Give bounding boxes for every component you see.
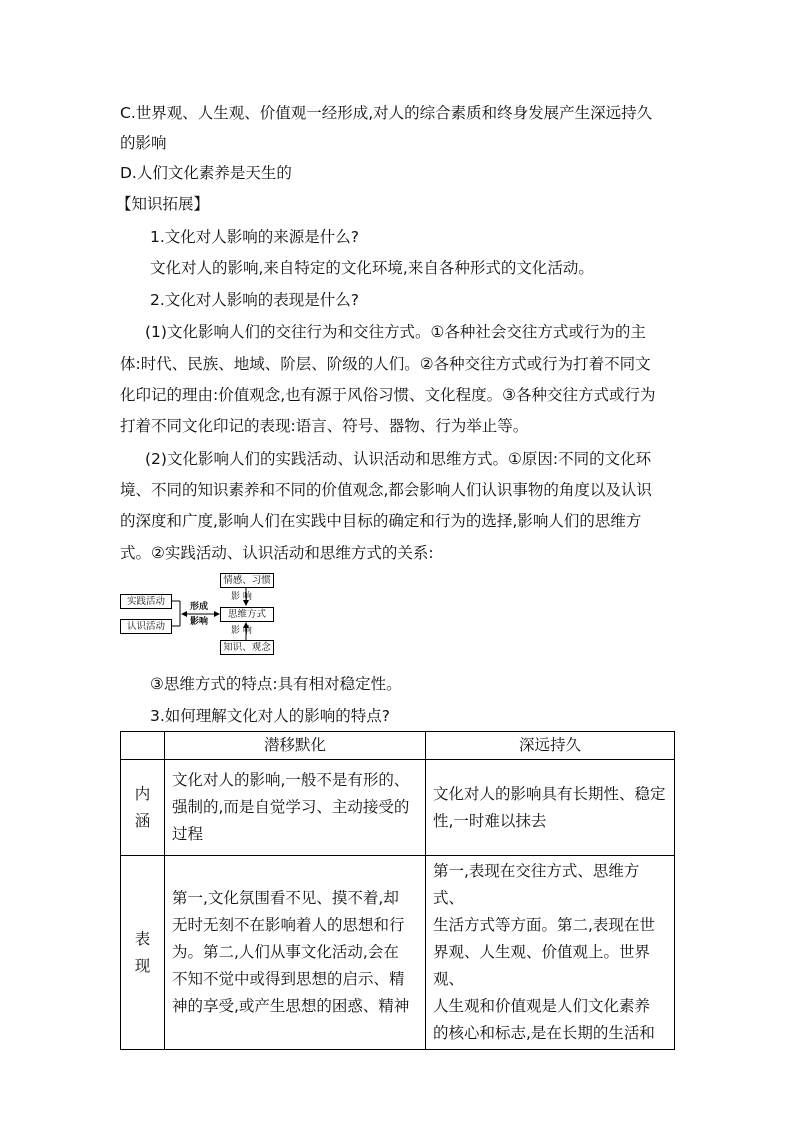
cell-line: 界观、人生观、价值观上。世界观、 xyxy=(433,943,651,988)
question-2: 2.文化对人影响的表现是什么? xyxy=(150,291,360,309)
cell-line: 文化对人的影响具有长期性、稳定 xyxy=(433,784,666,803)
table-row xyxy=(121,760,675,856)
option-c-line1: C.世界观、人生观、价值观一经形成,对人的综合素质和终身发展产生深远持久 xyxy=(120,104,653,122)
table-cell xyxy=(426,760,675,856)
table-row-label: 内涵 xyxy=(121,760,165,856)
formation-label: 形成 xyxy=(190,602,209,612)
paragraph-2-line: 境、不同的知识素养和不同的价值观念,都会影响人们认识事物的角度以及认识 xyxy=(120,481,652,499)
emotion-box: 情感、习惯 xyxy=(220,573,274,588)
cell-line: 第一,文化氛围看不见、摸不着,却 xyxy=(172,889,399,907)
thinking-box: 思维方式 xyxy=(220,607,274,622)
paragraph-1-line: 体:时代、民族、地域、阶层、阶级的人们。②各种交往方式或行为打着不同文 xyxy=(120,355,651,373)
comparison-table xyxy=(120,731,675,1050)
cognition-box: 认识活动 xyxy=(120,619,172,634)
table-header-cell: 潜移默化 xyxy=(165,732,426,760)
table-header-cell: 深远持久 xyxy=(426,732,675,760)
answer-1: 文化对人的影响,来自特定的文化环境,来自各种形式的文化活动。 xyxy=(150,259,594,277)
cell-line: 的核心和标志,是在长期的生活和 xyxy=(433,1024,655,1042)
table-cell xyxy=(426,856,675,1050)
option-d: D.人们文化素养是天生的 xyxy=(120,164,292,182)
cell-line: 文化对人的影响,一般不是有形的、 xyxy=(172,771,410,789)
table-header-row xyxy=(121,732,675,760)
cell-line: 强制的,而是自觉学习、主动接受的 xyxy=(172,798,410,816)
cell-line: 不知不觉中或得到思想的启示、精 xyxy=(172,970,405,988)
influence-label: 影响 xyxy=(190,617,209,627)
knowledge-box: 知识、观念 xyxy=(220,640,274,655)
table-header-cell xyxy=(121,732,165,760)
table-cell xyxy=(165,760,426,856)
point-3: ③思维方式的特点:具有相对稳定性。 xyxy=(150,675,402,693)
paragraph-1-line: (1)文化影响人们的交往行为和交往方式。①各种社会交往方式或行为的主 xyxy=(145,323,646,341)
paragraph-2-line: 的深度和广度,影响人们在实践中目标的确定和行为的选择,影响人们的思维方 xyxy=(120,512,642,530)
influence-top-label: 影 响 xyxy=(231,592,252,602)
practice-box: 实践活动 xyxy=(120,594,172,609)
cell-line: 人生观和价值观是人们文化素养 xyxy=(433,997,651,1015)
table-cell xyxy=(165,856,426,1050)
paragraph-2-line: 式。②实践活动、认识活动和思维方式的关系: xyxy=(120,544,434,562)
option-c-line2: 的影响 xyxy=(120,134,167,152)
paragraph-1-line: 打着不同文化印记的表现:语言、符号、器物、行为举止等。 xyxy=(120,417,529,435)
cell-line: 过程 xyxy=(172,825,204,843)
cell-line: 第一,表现在交往方式、思维方式、 xyxy=(433,862,640,907)
cell-line: 生活方式等方面。第二,表现在世 xyxy=(433,916,655,934)
relationship-diagram xyxy=(118,573,283,655)
paragraph-1-line: 化印记的理由:价值观念,也有源于风俗习惯、文化程度。③各种交往方式或行为 xyxy=(120,386,656,404)
question-1: 1.文化对人影响的来源是什么? xyxy=(150,228,360,246)
table-row-label: 表现 xyxy=(121,856,165,1050)
section-title: 【知识拓展】 xyxy=(116,195,210,213)
question-3: 3.如何理解文化对人的影响的特点? xyxy=(150,707,391,725)
cell-line: 为。第二,人们从事文化活动,会在 xyxy=(172,943,399,961)
cell-line: 神的享受,或产生思想的困惑、精神 xyxy=(172,997,410,1015)
influence-bottom-label: 影 响 xyxy=(231,626,252,636)
cell-line: 性,一时难以抹去 xyxy=(433,811,547,830)
cell-line: 无时无刻不在影响着人的思想和行 xyxy=(172,916,405,934)
table-row xyxy=(121,856,675,1050)
paragraph-2-line: (2)文化影响人们的实践活动、认识活动和思维方式。①原因:不同的文化环 xyxy=(145,450,652,468)
